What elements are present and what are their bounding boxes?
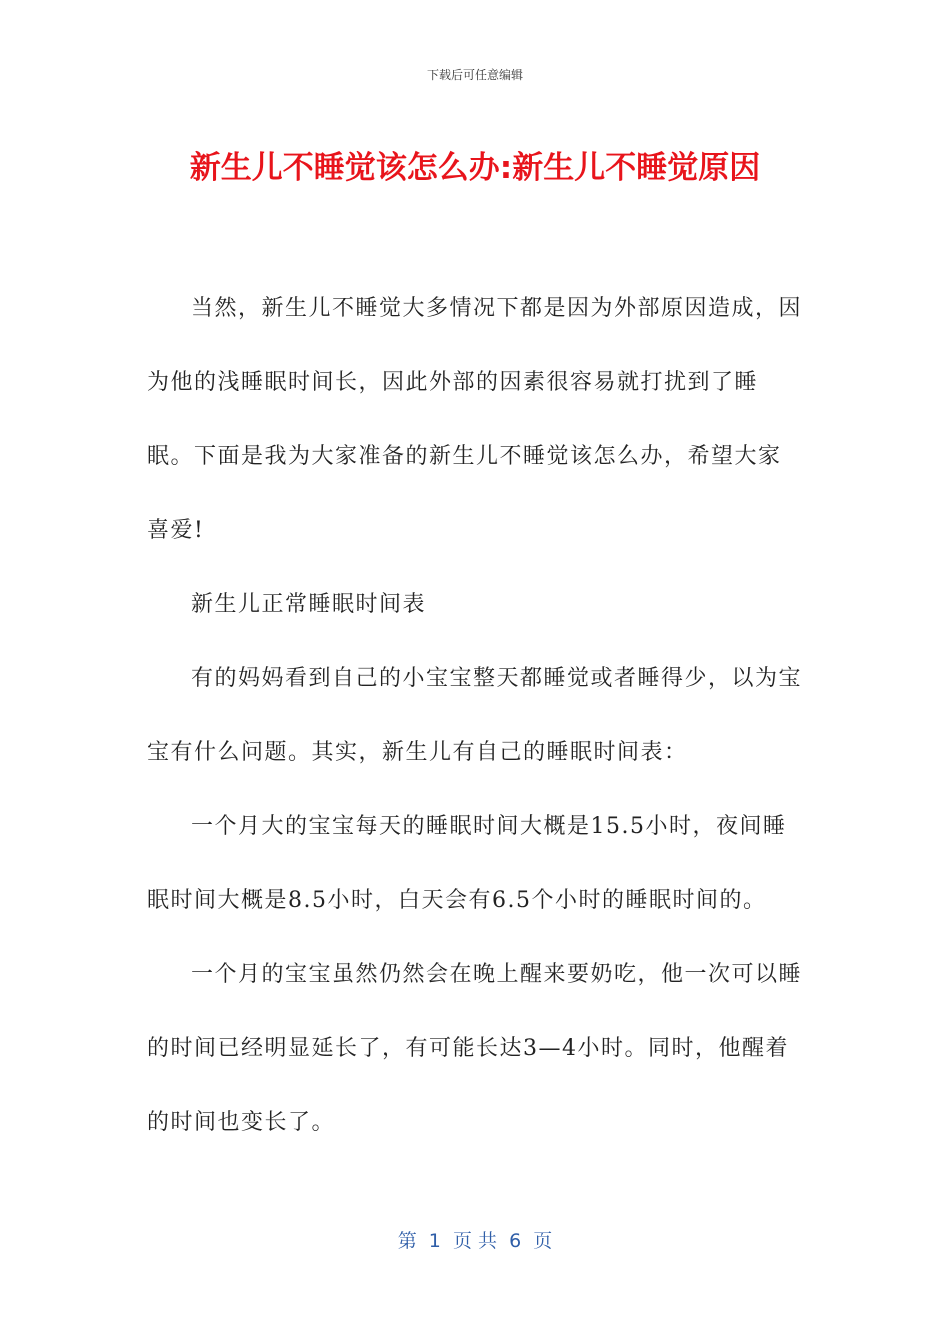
page-header-note: 下载后可任意编辑 (426, 68, 523, 82)
paragraph-sleep-hours: 一个月大的宝宝每天的睡眠时间大概是15.5小时，夜间睡眠时间大概是8.5小时，白天会有6.5个小时的睡眠时间的。 (147, 814, 787, 913)
page-number-footer: 第 1 页 共 6 页 (397, 1230, 553, 1252)
paragraph-schedule-intro: 有的妈妈看到自己的小宝宝整天都睡觉或者睡得少，以为宝宝有什么问题。其实，新生儿有自己的睡眠时间表： (147, 666, 803, 765)
paragraph-night-waking: 一个月的宝宝虽然仍然会在晚上醒来要奶吃，他一次可以睡的时间已经明显延长了，有可能长达3—4小时。同时，他醒着的时间也变长了。 (147, 962, 803, 1135)
document-title: 新生儿不睡觉该怎么办:新生儿不睡觉原因 (189, 150, 761, 186)
paragraph-intro: 当然，新生儿不睡觉大多情况下都是因为外部原因造成，因为他的浅睡眠时间长，因此外部的因素很容易就打扰到了睡眠。下面是我为大家准备的新生儿不睡觉该怎么办，希望大家喜爱! (147, 296, 803, 543)
paragraph-section-heading: 新生儿正常睡眠时间表 (191, 592, 427, 617)
document-body (147, 272, 803, 1160)
